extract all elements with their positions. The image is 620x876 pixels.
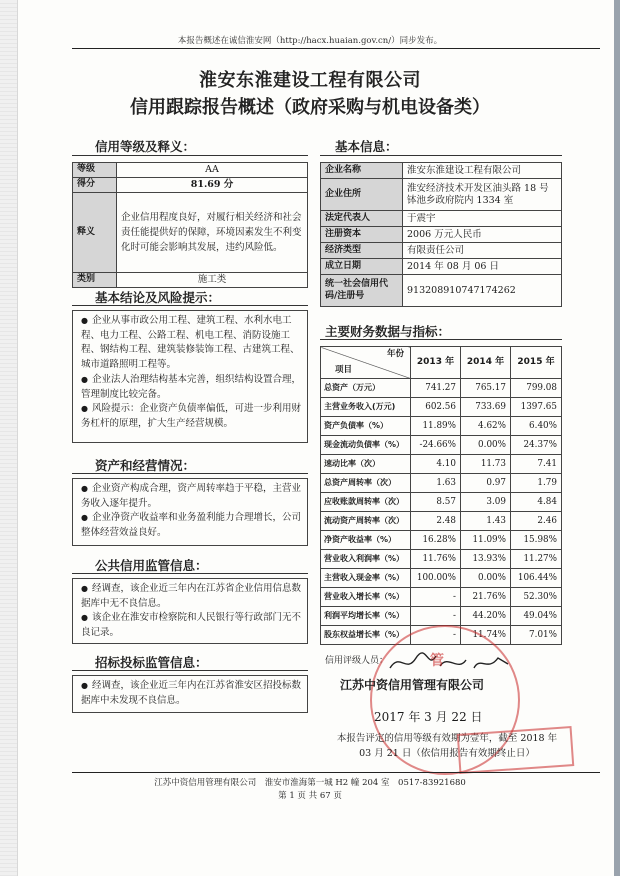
finance-value: 0.00% — [461, 436, 511, 455]
report-title-company: 淮安东淮建设工程有限公司 — [199, 70, 421, 91]
finance-item-header: 项目 — [335, 365, 353, 376]
finance-value: 106.44% — [511, 569, 562, 588]
category-label: 类别 — [73, 273, 117, 288]
finance-row — [321, 474, 562, 493]
finance-metric-label: 利润平均增长率（%） — [321, 607, 411, 626]
basic-label: 企业住所 — [321, 179, 403, 211]
bullet-icon: ● — [81, 681, 88, 690]
conclusion-item: ● 企业从事市政公用工程、建筑工程、水利水电工程、电力工程、公路工程、机电工程、消防设施工程、钢结构工程、建筑装修装饰工程、古建筑工程、城市道路照明工程等。 — [81, 315, 300, 371]
rating-table — [72, 162, 308, 288]
meaning-label: 释义 — [73, 193, 117, 273]
finance-value: 8.57 — [411, 493, 461, 512]
bullet-icon: ● — [81, 404, 88, 414]
footer-page-number: 第 1 页 共 67 页 — [278, 791, 342, 801]
finance-metric-label: 营业收入增长率（%） — [321, 588, 411, 607]
finance-value: 44.20% — [461, 607, 511, 626]
signing-date: 2017 年 3 月 22 日 — [374, 710, 483, 724]
finance-metric-label: 速动比率（次） — [321, 455, 411, 474]
bullet-icon: ● — [81, 513, 88, 523]
finance-table — [320, 346, 562, 645]
finance-year-header: 年份 — [386, 349, 404, 359]
validity-note: 本报告评定的信用等级有效期为壹年，截至 2018 年 03 月 21 日（依信用报告有效期终止日） — [336, 733, 558, 760]
grade-value: AA — [117, 163, 308, 178]
conclusion-section-title: 基本结论及风险提示： — [95, 290, 221, 305]
finance-row — [321, 588, 562, 607]
finance-value: 21.76% — [461, 588, 511, 607]
finance-value: 799.08 — [511, 379, 562, 398]
header-rule — [72, 48, 600, 49]
public-credit-section-rule — [72, 573, 308, 574]
public-credit-box — [72, 578, 308, 644]
finance-value: 11.73 — [461, 455, 511, 474]
finance-year-cell: 2014 年 — [461, 347, 511, 379]
finance-value: 0.00% — [461, 569, 511, 588]
basic-value: 有限责任公司 — [403, 243, 562, 259]
finance-value: 733.69 — [461, 398, 511, 417]
finance-row — [321, 436, 562, 455]
finance-value: 1.63 — [411, 474, 461, 493]
bullet-icon: ● — [81, 374, 88, 384]
finance-value: 602.56 — [411, 398, 461, 417]
bullet-icon: ● — [81, 613, 88, 623]
assets-item: ● 企业资产构成合理，资产周转率趋于平稳，主营业务收入逐年提升。 — [81, 483, 302, 509]
grade-label: 等级 — [73, 163, 117, 178]
finance-year-cell: 2013 年 — [411, 347, 461, 379]
basic-section-title: 基本信息： — [335, 139, 398, 154]
bullet-icon: ● — [81, 584, 88, 593]
finance-metric-label: 总资产（万元） — [321, 379, 411, 398]
basic-section-rule — [320, 155, 562, 156]
public-credit-item: ● 该企业在淮安市检察院和人民银行等行政部门无不良记录。 — [81, 612, 302, 639]
meaning-value: 企业信用程度良好，对履行相关经济和社会责任能提供好的保障，环境因素发生不利变化时可能会影响其发展，违约风险低。 — [117, 193, 308, 273]
bidding-section-title: 招标投标监管信息： — [95, 655, 208, 670]
finance-value: 16.28% — [411, 531, 461, 550]
conclusion-section-rule — [72, 305, 308, 306]
finance-row — [321, 493, 562, 512]
finance-value: -24.66% — [411, 436, 461, 455]
finance-value: 4.84 — [511, 493, 562, 512]
finance-row — [321, 550, 562, 569]
finance-value: 11.74% — [461, 626, 511, 645]
finance-value: 2.46 — [511, 512, 562, 531]
finance-row — [321, 569, 562, 588]
assets-section-title: 资产和经营情况： — [95, 458, 196, 473]
basic-value: 淮安经济技术开发区油头路 18 号钵池乡政府院内 1334 室 — [403, 179, 562, 211]
basic-label: 统一社会信用代码/注册号 — [321, 275, 403, 307]
finance-row — [321, 512, 562, 531]
basic-label: 企业名称 — [321, 163, 403, 179]
finance-header-row — [321, 347, 562, 379]
finance-value: 6.40% — [511, 417, 562, 436]
finance-value: 7.01% — [511, 626, 562, 645]
finance-metric-label: 主营业务收入(万元) — [321, 398, 411, 417]
bidding-box — [72, 675, 308, 713]
finance-year-cell: 2015 年 — [511, 347, 562, 379]
finance-value: 0.97 — [461, 474, 511, 493]
finance-value: - — [411, 588, 461, 607]
finance-value: 15.98% — [511, 531, 562, 550]
report-title-type: 信用跟踪报告概述（政府采购与机电设备类） — [130, 97, 490, 118]
finance-value: 3.09 — [461, 493, 511, 512]
rating-section-rule — [72, 155, 308, 156]
basic-value: 913208910747174262 — [403, 275, 562, 307]
conclusion-item: ● 风险提示：企业资产负债率偏低，可进一步利用财务杠杆的原理，扩大生产经营规模。 — [81, 403, 302, 430]
footer-rule — [72, 772, 600, 773]
finance-row — [321, 379, 562, 398]
bullet-icon: ● — [81, 316, 88, 325]
finance-value: 11.09% — [461, 531, 511, 550]
finance-metric-label: 总资产周转率（次） — [321, 474, 411, 493]
validity-stamp — [457, 726, 575, 774]
finance-value: 1.43 — [461, 512, 511, 531]
bullet-icon: ● — [81, 484, 88, 493]
public-credit-section-title: 公共信用监管信息： — [95, 558, 208, 573]
finance-value: 4.62% — [461, 417, 511, 436]
public-credit-item: ● 经调查，该企业近三年内在江苏省企业信用信息数据库中无不良信息。 — [81, 583, 302, 609]
header-note: 本报告概述在诚信淮安网（http://hacx.huaian.gov.cn/）同步发布。 — [177, 36, 443, 46]
binding-edge — [0, 0, 18, 876]
conclusion-item: ● 企业法人治理结构基本完善，组织结构设置合理，管理制度比较完备。 — [81, 373, 302, 400]
basic-value: 于震宇 — [403, 211, 562, 227]
score-value: 81.69 分 — [117, 178, 308, 193]
finance-metric-label: 股东权益增长率（%） — [321, 626, 411, 645]
finance-row — [321, 531, 562, 550]
finance-value: 4.10 — [411, 455, 461, 474]
bidding-item: ● 经调查，该企业近三年内在江苏省淮安区招投标数据库中未发现不良信息。 — [81, 680, 302, 706]
finance-metric-label: 流动资产周转率（次） — [321, 512, 411, 531]
finance-row — [321, 398, 562, 417]
basic-value: 2006 万元人民币 — [403, 227, 562, 243]
finance-value: 100.00% — [411, 569, 461, 588]
finance-value: 1397.65 — [511, 398, 562, 417]
basic-info-table — [320, 162, 562, 307]
finance-metric-label: 资产负债率（%） — [321, 417, 411, 436]
finance-row — [321, 455, 562, 474]
basic-value: 2014 年 08 月 06 日 — [403, 259, 562, 275]
finance-metric-label: 净资产收益率（%） — [321, 531, 411, 550]
conclusion-box — [72, 310, 308, 443]
finance-value: 11.76% — [411, 550, 461, 569]
finance-metric-label: 主营收入现金率（%） — [321, 569, 411, 588]
finance-corner-cell — [321, 347, 411, 379]
finance-value: 1.79 — [511, 474, 562, 493]
finance-metric-label: 现金流动负债率（%） — [321, 436, 411, 455]
finance-value: 765.17 — [461, 379, 511, 398]
finance-value: 7.41 — [511, 455, 562, 474]
finance-value: 741.27 — [411, 379, 461, 398]
analyst-label: 信用评级人员： — [325, 656, 389, 666]
finance-value: 52.30% — [511, 588, 562, 607]
finance-value: 11.89% — [411, 417, 461, 436]
scan-edge — [614, 0, 620, 876]
finance-value: 13.93% — [461, 550, 511, 569]
rating-section-title: 信用等级及释义： — [95, 139, 196, 154]
signing-company: 江苏中资信用管理有限公司 — [340, 678, 485, 692]
finance-metric-label: 应收账款周转率（次） — [321, 493, 411, 512]
basic-label: 法定代表人 — [321, 211, 403, 227]
footer-contact: 江苏中资信用管理有限公司 淮安市淮海第一城 H2 幢 204 室 0517-83921680 — [154, 778, 466, 788]
assets-box — [72, 478, 308, 546]
finance-value: - — [411, 607, 461, 626]
basic-label: 成立日期 — [321, 259, 403, 275]
finance-value: 11.27% — [511, 550, 562, 569]
bidding-section-rule — [72, 670, 308, 671]
finance-value: 24.37% — [511, 436, 562, 455]
basic-label: 经济类型 — [321, 243, 403, 259]
finance-section-rule — [320, 339, 562, 340]
category-value: 施工类 — [117, 273, 308, 288]
assets-section-rule — [72, 473, 308, 474]
score-label: 得分 — [73, 178, 117, 193]
finance-row — [321, 417, 562, 436]
seal-text: 管 — [430, 653, 444, 669]
finance-value: 2.48 — [411, 512, 461, 531]
assets-item: ● 企业净资产收益率和业务盈利能力合理增长，公司整体经营效益良好。 — [81, 512, 302, 539]
basic-value: 淮安东淮建设工程有限公司 — [403, 163, 562, 179]
finance-metric-label: 营业收入利润率（%） — [321, 550, 411, 569]
finance-section-title: 主要财务数据与指标： — [325, 324, 451, 339]
finance-value: - — [411, 626, 461, 645]
basic-label: 注册资本 — [321, 227, 403, 243]
finance-value: 49.04% — [511, 607, 562, 626]
finance-row — [321, 607, 562, 626]
